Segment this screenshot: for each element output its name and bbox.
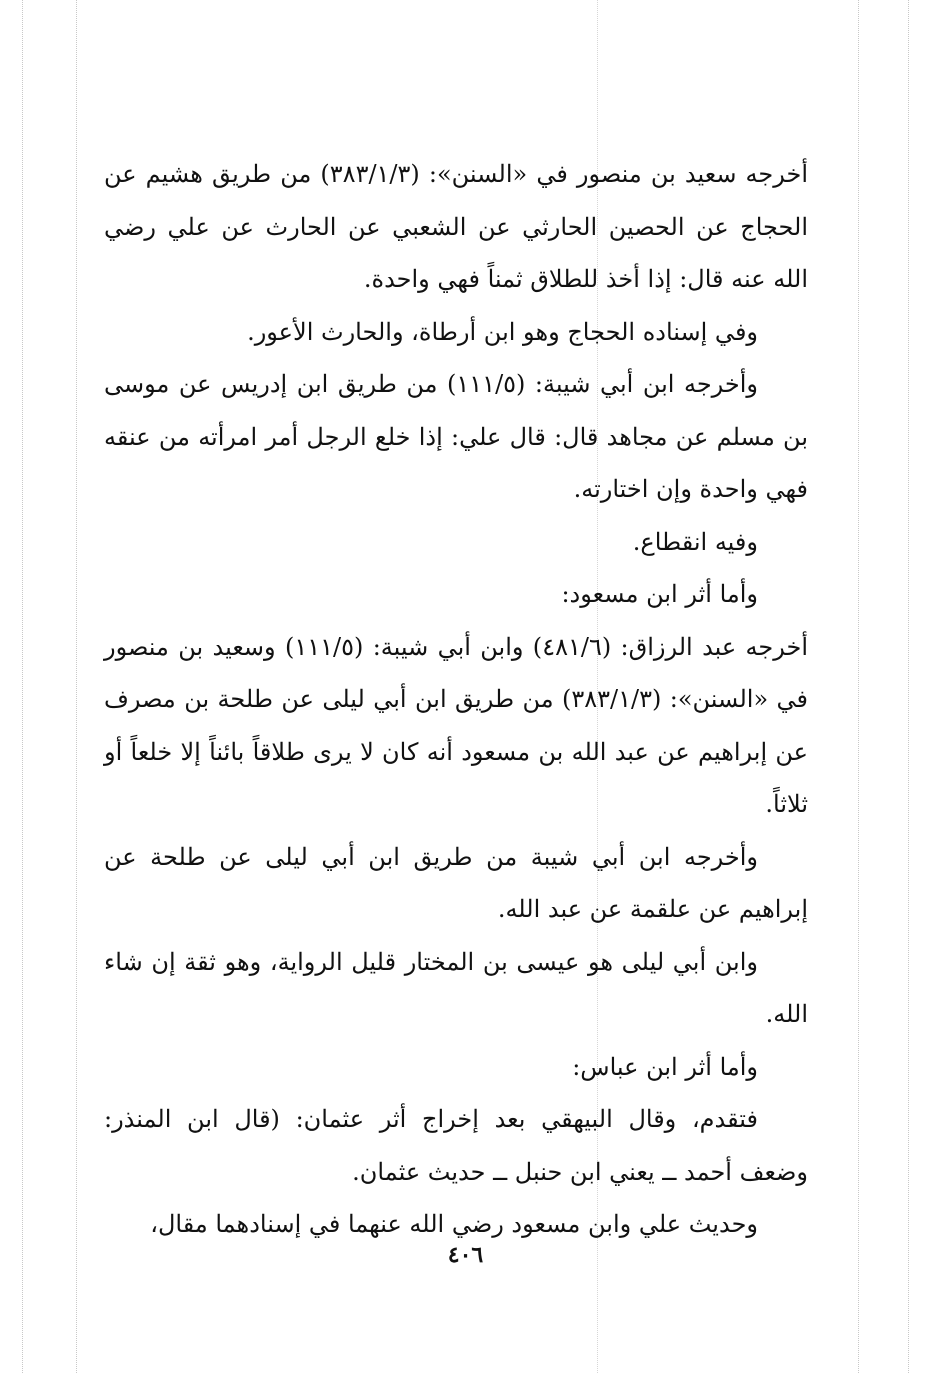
paragraph: وأما أثر ابن مسعود: xyxy=(561,580,758,608)
body-text xyxy=(104,148,808,1251)
paragraph: وابن أبي ليلى هو عيسى بن المختار قليل الرواية، وهو ثقة إن شاء الله. xyxy=(104,947,808,1028)
page-number: ٤٠٦ xyxy=(447,1242,484,1268)
margin-guide-line xyxy=(908,0,909,1373)
paragraph: وأخرجه ابن أبي شيبة من طريق ابن أبي ليلى عن طلحة عن إبراهيم عن علقمة عن عبد الله. xyxy=(104,842,808,923)
paragraph: أخرجه سعيد بن منصور في «السنن»: (٣٨٣/١/٣) من طريق هشيم عن الحجاج عن الحصين الحارثي عن الشعبي عن الحارث عن علي رضي الله عنه قال: إذا أخذ للطلاق ثمناً فهي واحدة. xyxy=(104,160,808,293)
margin-guide-line xyxy=(76,0,77,1373)
paragraph: وفيه انقطاع. xyxy=(632,527,758,556)
paragraph: وحديث علي وابن مسعود رضي الله عنهما في إسنادهما مقال، xyxy=(150,1210,758,1238)
margin-guide-line xyxy=(22,0,23,1373)
paragraph: فتقدم، وقال البيهقي بعد إخراج أثر عثمان: (قال ابن المنذر: وضعف أحمد ــ يعني ابن حنبل ــ حديث عثمان. xyxy=(104,1105,808,1186)
paragraph: وفي إسناده الحجاج وهو ابن أرطاة، والحارث الأعور. xyxy=(247,317,758,346)
paragraph: وأما أثر ابن عباس: xyxy=(572,1052,758,1081)
paragraph: أخرجه عبد الرزاق: (٤٨١/٦) وابن أبي شيبة: (١١١/٥) وسعيد بن منصور في «السنن»: (٣٨٣/١/٣) من طريق ابن أبي ليلى عن طلحة بن مصرف عن إبراهيم عن عبد الله بن مسعود أنه كان لا يرى طلاقاً بائناً إلا خلعاً أو ثلاثاً. xyxy=(104,632,809,818)
paragraph: وأخرجه ابن أبي شيبة: (١١١/٥) من طريق ابن إدريس عن موسى بن مسلم عن مجاهد قال: قال علي: إذا خلع الرجل أمر امرأته من عنقه فهي واحدة وإن اختارته. xyxy=(104,370,808,503)
margin-guide-line xyxy=(858,0,859,1373)
